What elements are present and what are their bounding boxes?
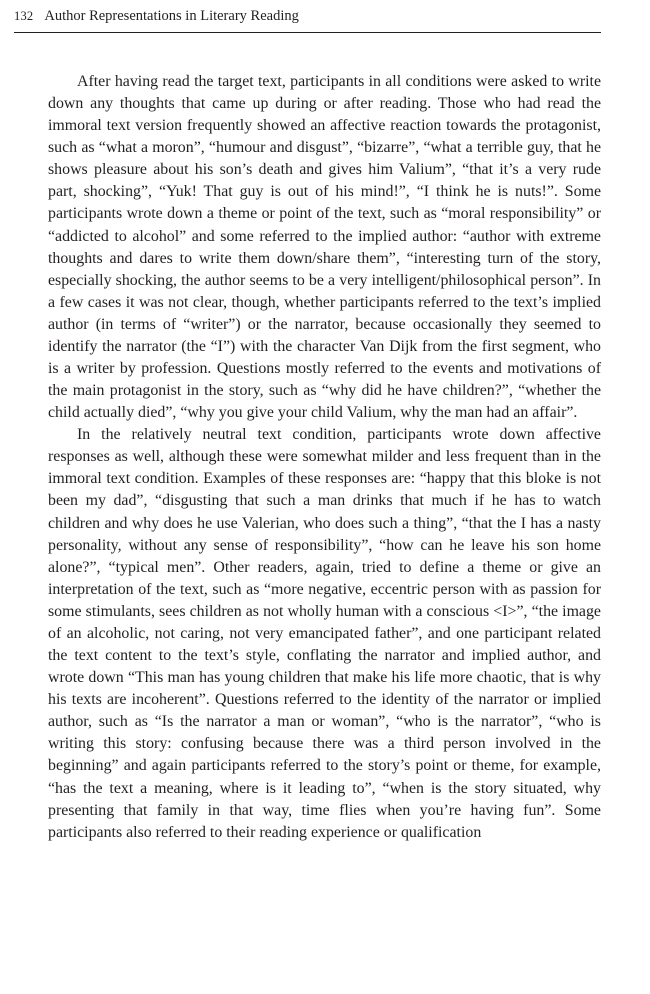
body-text bbox=[48, 71, 601, 844]
paragraph-2: In the relatively neutral text condition, participants wrote down affective responses as well, although these were somewhat milder and less frequent than in the immoral text condition. Examples of these responses are: “happy that this bloke is not been my dad”, “disgusting that such a man drinks that much if he has to watch children and why does he use Valerian, who does such a thing”, “that the I has a nasty personality, without any sense of responsibility”, “how can he leave his son home alone?”, “typical men”. Other readers, again, tried to define a theme or give an interpretation of the text, such as “more negative, eccentric person with as passion for some stimulants, sees children as not wholly human with a conscious <I>”, “the image of an alcoholic, not caring, not very emancipated father”, and one participant related the text content to the text’s style, conflating the narrator and implied author, and wrote down “This man has young children that make his life more chaotic, that is why his texts are incoherent”. Questions referred to the identity of the narrator or implied author, such as “Is the narrator a man or woman”, “who is the narrator”, “who is writing this story: confusing because there was a third person involved in the beginning” and again participants referred to the story’s point or theme, for example, “has the text a meaning, where is it leading to”, “when is the story situated, why presenting that family in that way, time flies when you’re having fun”. Some participants also referred to their reading experience or qualification bbox=[48, 426, 601, 841]
page-number: 132 bbox=[14, 9, 34, 23]
running-head bbox=[14, 6, 601, 33]
running-title: Author Representations in Literary Reading bbox=[44, 8, 299, 24]
paragraph-1: After having read the target text, participants in all conditions were asked to write down any thoughts that came up during or after reading. Those who had read the immoral text version frequently showed an affective reaction towards the protagonist, such as “what a moron”, “humour and disgust”, “bizarre”, “what a terrible guy, that he shows pleasure about his son’s death and gives him Valium”, “that it’s a very rude part, shocking”, “Yuk! That guy is out of his mind!”, “I think he is nuts!”. Some participants wrote down a theme or point of the text, such as “moral responsibility” or “addicted to alcohol” and some referred to the implied author: “author with extreme thoughts and dares to write them down/share them”, “interesting turn of the story, especially shocking, the author seems to be a very intelligent/philosophical person”. In a few cases it was not clear, though, whether participants referred to the text’s implied author (in terms of “writer”) or the narrator, because occasionally they seemed to identify the narrator (the “I”) with the character Van Dijk from the first segment, who is a writer by profession. Questions mostly referred to the events and motivations of the main protagonist in the story, such as “why did he have children?”, “whether the child actually died”, “why you give your child Valium, why the man had an affair”. bbox=[48, 73, 601, 422]
